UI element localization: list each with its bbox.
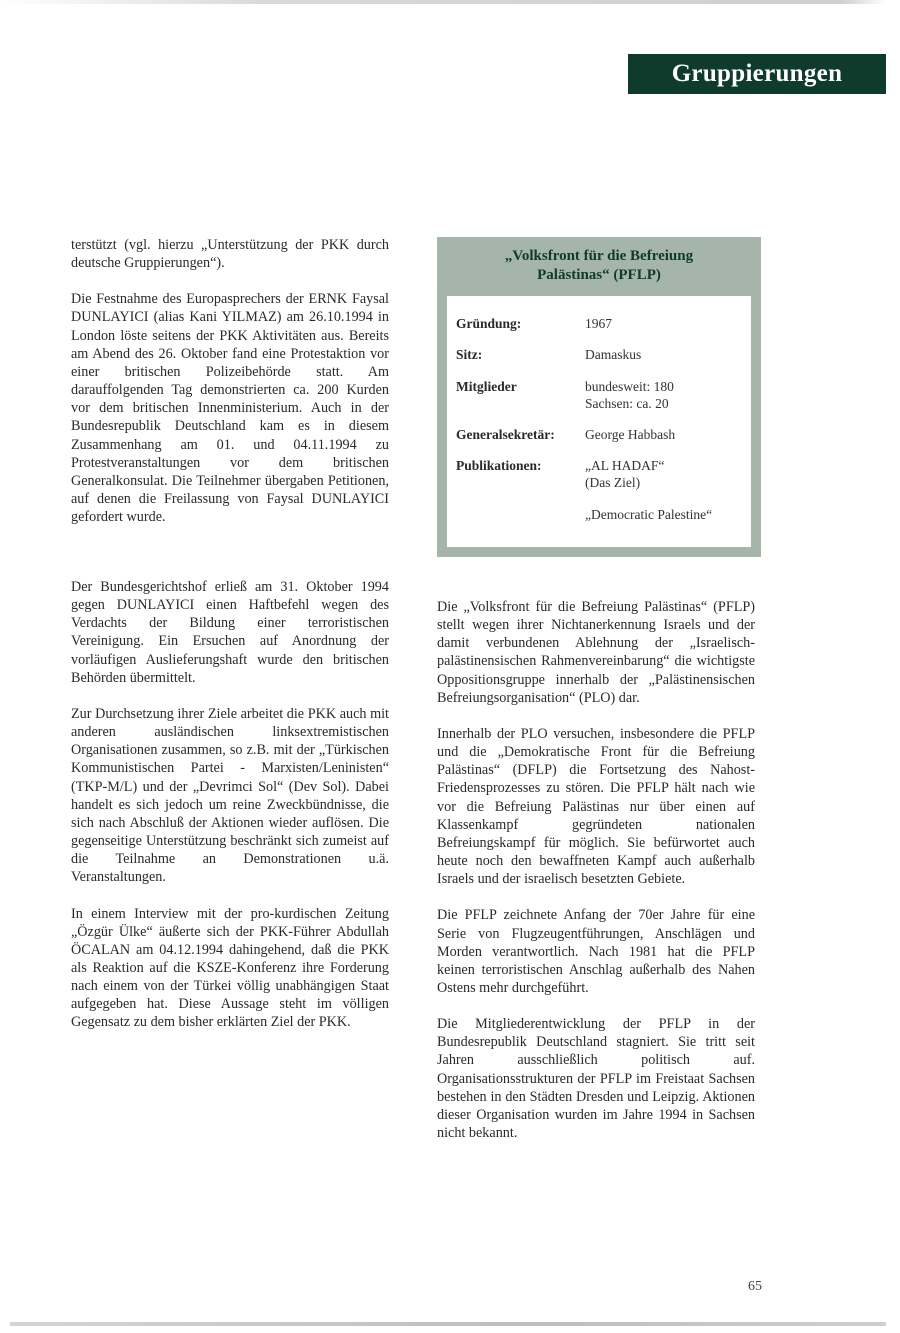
section-header: Gruppierungen: [628, 54, 886, 94]
paragraph: Die Festnahme des Europasprechers der ERNK Faysal DUNLAYICI (alias Kani YILMAZ) am 26.10.1994 in London löste seitens der PKK Aktivitäten aus. Bereits am Abend des 26. Oktober fand eine Protestaktion vor einer britischen Polizeibehörde statt. Am darauffolgenden Tag demonstrierten ca. 200 Kurden vor dem britischen Innenministerium. Auch in der Bundesrepublik Deutschland kam es in diesem Zusammenhang am 01. und 04.11.1994 zu Protestveranstaltungen vor dem britischen Generalkonsulat. Die Teilnehmer übergaben Petitionen, auf denen die Freilassung von Faysal DUNLAYICI gefordert wurde.: [71, 291, 389, 526]
pflp-infobox: [437, 237, 761, 557]
infobox-title: [437, 247, 761, 285]
info-value: George Habbash: [585, 427, 676, 442]
paragraph: Die „Volksfront für die Befreiung Palästinas“ (PFLP) stellt wegen ihrer Nichtanerkennung Israels und der damit verbundenen Ablehnung der „Israelisch-palästinensischen Rahmenvereinbarung“ die wichtigste Oppositionsgruppe innerhalb der „Palästinensischen Befreiungsorganisation“ (PLO) dar.: [437, 599, 755, 706]
paragraph: Zur Durchsetzung ihrer Ziele arbeitet die PKK auch mit anderen ausländischen linksextremistischen Organisationen zusammen, so z.B. mit der „Türkischen Kommunistischen Partei - Marxisten/Leninisten“ (TKP-M/L) und der „Devrimci Sol“ (Dev Sol). Dabei handelt es sich jedoch um reine Zweckbündnisse, die sich nach Abschluß der Aktionen wieder auflösen. Die gegenseitige Unterstützung beschränkt sich zumeist auf die Teilnahme an Demonstrationen u.ä. Veranstaltungen.: [71, 705, 389, 886]
infobox-title-line: „Volksfront für die Befreiung: [504, 248, 694, 264]
info-value: 1967: [585, 316, 612, 331]
paragraph: Der Bundesgerichtshof erließ am 31. Oktober 1994 gegen DUNLAYICI einen Haftbefehl wegen des Verdachts der Bildung einer terroristischen Vereinigung. Ein Ersuchen auf Anordnung der vorläufigen Auslieferungshaft wurde den britischen Behörden übermittelt.: [71, 579, 389, 686]
info-value: bundesweit: 180 Sachsen: ca. 20: [585, 379, 674, 411]
bottom-rule: [10, 1322, 886, 1326]
left-column-top: [71, 236, 389, 526]
info-label: Sitz:: [456, 347, 483, 362]
paragraph: Innerhalb der PLO versuchen, insbesondere die PFLP und die „Demokratische Front für die Befreiung Palästinas“ (DFLP) die Fortsetzung des Nahost-Friedensprozesses zu stören. Die PFLP hält nach wie vor die Befreiung Palästinas nur über einen auf Klassenkampf gegründeten nationalen Befreiungskampf für möglich. Sie befürwortet auch heute noch den bewaffneten Kampf auch außerhalb Israels und der israelisch besetzten Gebiete.: [437, 725, 755, 888]
infobox-title-line: Palästinas“ (PFLP): [537, 267, 661, 283]
info-label: Mitglieder: [456, 379, 517, 394]
info-label: Publikationen:: [456, 458, 542, 473]
page-number: 65: [748, 1279, 762, 1294]
info-label: Generalsekretär:: [456, 427, 555, 442]
paragraph: terstützt (vgl. hierzu „Unterstützung der PKK durch deutsche Gruppierungen“).: [71, 237, 389, 272]
paragraph: Die Mitgliederentwicklung der PFLP in der Bundesrepublik Deutschland stagniert. Sie tritt seit Jahren ausschließlich politisch auf. Organisationsstrukturen der PFLP im Freistaat Sachsen bestehen in den Städten Dresden und Leipzig. Aktionen dieser Organisation wurden im Jahre 1994 in Sachsen nicht bekannt.: [437, 1016, 755, 1142]
paragraph: In einem Interview mit der pro-kurdischen Zeitung „Özgür Ülke“ äußerte sich der PKK-Führer Abdullah ÖCALAN am 04.12.1994 dahingehend, daß die PKK als Reaktion auf die KSZE-Konferenz ihre Forderung nach einem von der Türkei völlig unabhängigen Staat aufgegeben hat. Diese Aussage steht im völligen Gegensatz zu dem bisher erklärten Ziel der PKK.: [71, 905, 389, 1031]
info-value: Damaskus: [585, 347, 642, 362]
top-rule: [0, 0, 886, 4]
infobox-table: [447, 296, 751, 547]
info-value: „AL HADAF“ (Das Ziel) „Democratic Palestine“: [585, 458, 713, 522]
paragraph: Die PFLP zeichnete Anfang der 70er Jahre für eine Serie von Flugzeugentführungen, Anschlägen und Morden verantwortlich. Nach 1981 hat die PFLP keinen terroristischen Anschlag außerhalb des Nahen Ostens mehr durchgeführt.: [437, 907, 755, 996]
left-column-bottom: [71, 578, 389, 1032]
info-label: Gründung:: [456, 316, 522, 331]
right-column: [437, 598, 755, 1142]
